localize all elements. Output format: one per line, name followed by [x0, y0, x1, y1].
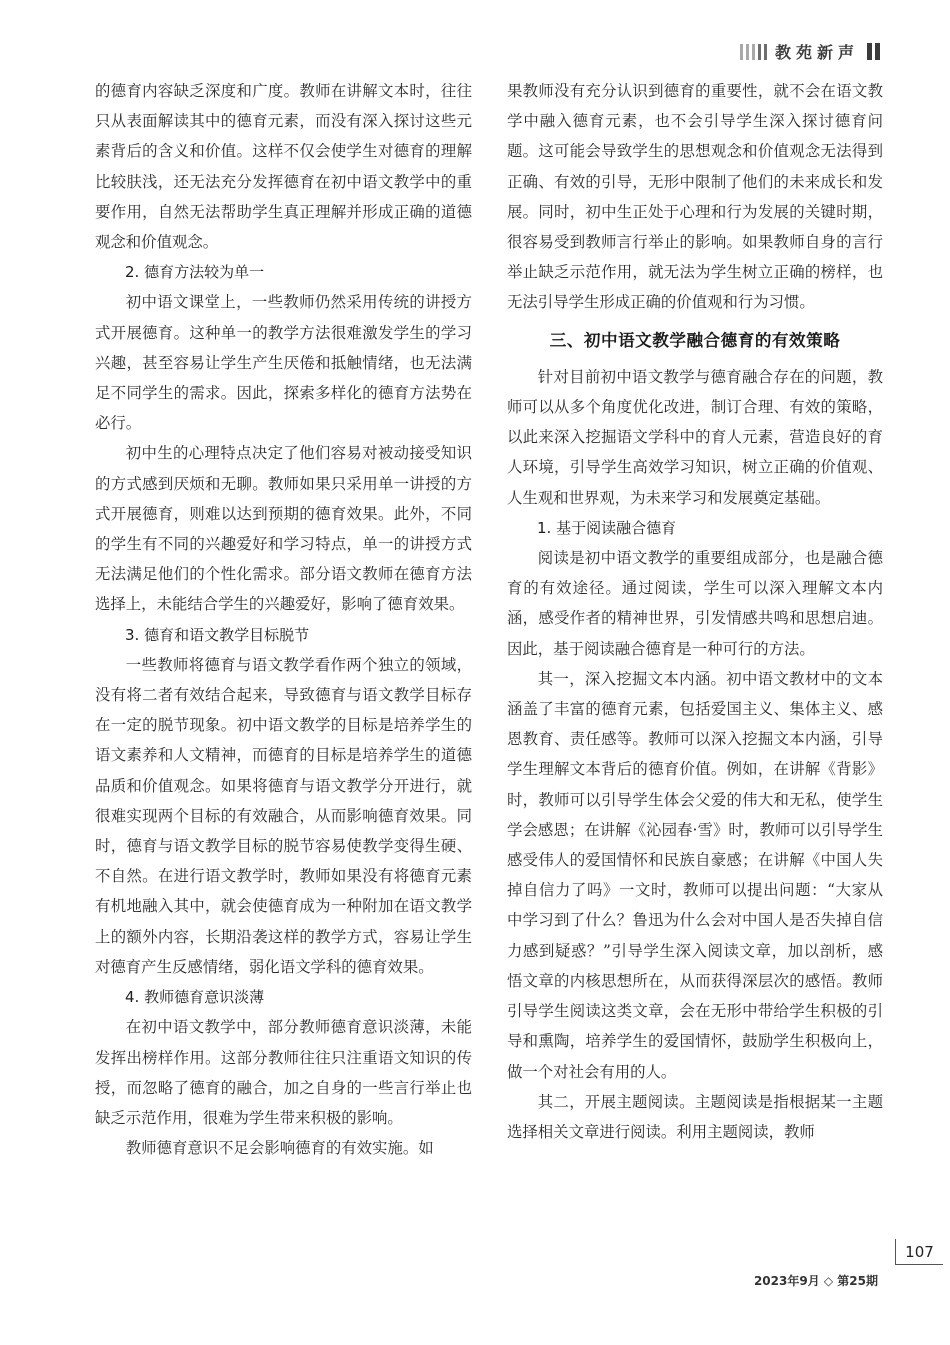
paragraph: 果教师没有充分认识到德育的重要性，就不会在语文教学中融入德育元素，也不会引导学生深入探讨德育问题。这可能会导致学生的思想观念和价值观念无法得到正确、有效的引导，无形中限制了他们的未来成长和发展。同时，初中生正处于心理和行为发展的关键时期，很容易受到教师言行举止的影响。如果教师自身的言行举止缺乏示范作用，就无法为学生树立正确的榜样，也无法引导学生形成正确的价值观和行为习惯。: [507, 82, 883, 312]
right-column: [507, 76, 883, 1147]
header-decor-bars: [740, 44, 767, 60]
column-title: 教苑新声: [774, 43, 859, 62]
paragraph: 其一，深入挖掘文本内涵。初中语文教材中的文本涵盖了丰富的德育元素，包括爱国主义、集体主义、感恩教育、责任感等。教师可以深入挖掘文本内涵，引导学生理解文本背后的德育价值。例如，在讲解《背影》时，教师可以引导学生体会父爱的伟大和无私，使学生学会感恩；在讲解《沁园春·雪》时，教师可以引导学生感受伟人的爱国情怀和民族自豪感；在讲解《中国人失掉自信力了吗》一文时，教师可以提出问题：“大家从中学习到了什么？鲁迅为什么会对中国人是否失掉自信力感到疑惑？”引导学生深入阅读文章，加以剖析，感悟文章的内核思想所在，从而获得深层次的感悟。教师引导学生阅读这类文章，会在无形中带给学生积极的引导和熏陶，培养学生的爱国情怀，鼓励学生积极向上，做一个对社会有用的人。: [507, 669, 883, 1081]
paragraph: 针对目前初中语文教学与德育融合存在的问题，教师可以从多个角度优化改进，制订合理、有效的策略，以此来深入挖掘语文学科中的育人元素，营造良好的育人环境，引导学生高效学习知识，树立正确的价值观、人生观和世界观，为未来学习和发展奠定基础。: [507, 367, 883, 507]
paragraph: 初中语文课堂上，一些教师仍然采用传统的讲授方式开展德育。这种单一的教学方法很难激发学生的学习兴趣，甚至容易让学生产生厌倦和抵触情绪，也无法满足不同学生的需求。因此，探索多样化的德育方法势在必行。: [95, 293, 472, 433]
section-heading: 三、初中语文教学融合德育的有效策略: [549, 330, 841, 350]
paragraph: 阅读是初中语文教学的重要组成部分，也是融合德育的有效途径。通过阅读，学生可以深入理解文本内涵，感受作者的精神世界，引发情感共鸣和思想启迪。因此，基于阅读融合德育是一种可行的方法。: [507, 549, 883, 658]
subsection-heading: 4. 教师德育意识淡薄: [125, 988, 265, 1007]
subsection-heading: 1. 基于阅读融合德育: [537, 518, 677, 537]
paragraph: 在初中语文教学中，部分教师德育意识淡薄，未能发挥出榜样作用。这部分教师往往只注重语文知识的传授，而忽略了德育的融合，加之自身的一些言行举止也缺乏示范作用，很难为学生带来积极的影响。: [95, 1018, 472, 1127]
header-end-bars: [867, 43, 880, 60]
left-column: [95, 76, 472, 1163]
header: [740, 40, 880, 63]
paragraph: 其二，开展主题阅读。主题阅读是指根据某一主题选择相关文章进行阅读。利用主题阅读，教师: [507, 1092, 883, 1141]
paragraph: 的德育内容缺乏深度和广度。教师在讲解文本时，往往只从表面解读其中的德育元素，而没有深入探讨这些元素背后的含义和价值。这样不仅会使学生对德育的理解比较肤浅，还无法充分发挥德育在初中语文教学中的重要作用，自然无法帮助学生真正理解并形成正确的道德观念和价值观念。: [95, 82, 472, 252]
page-number: 107: [895, 1239, 943, 1265]
paragraph: 一些教师将德育与语文教学看作两个独立的领域，没有将二者有效结合起来，导致德育与语文教学目标存在一定的脱节现象。初中语文教学的目标是培养学生的语文素养和人文精神，而德育的目标是培养学生的道德品质和价值观念。如果将德育与语文教学分开进行，就很难实现两个目标的有效融合，从而影响德育效果。同时，德育与语文教学目标的脱节容易使教学变得生硬、不自然。在进行语文教学时，教师如果没有将德育元素有机地融入其中，就会使德育成为一种附加在语文教学上的额外内容，长期沿袭这样的教学方式，容易让学生对德育产生反感情绪，弱化语文学科的德育效果。: [95, 655, 472, 976]
issue-info: 2023年9月 ◇ 第25期: [753, 1274, 878, 1288]
paragraph: 初中生的心理特点决定了他们容易对被动接受知识的方式感到厌烦和无聊。教师如果只采用单一讲授的方式开展德育，则难以达到预期的德育效果。此外，不同的学生有不同的兴趣爱好和学习特点，单一的讲授方式无法满足他们的个性化需求。部分语文教师在德育方法选择上，未能结合学生的兴趣爱好，影响了德育效果。: [95, 444, 472, 614]
paragraph: 教师德育意识不足会影响德育的有效实施。如: [125, 1139, 434, 1158]
subsection-heading: 2. 德育方法较为单一: [125, 263, 265, 282]
subsection-heading: 3. 德育和语文教学目标脱节: [125, 625, 310, 644]
